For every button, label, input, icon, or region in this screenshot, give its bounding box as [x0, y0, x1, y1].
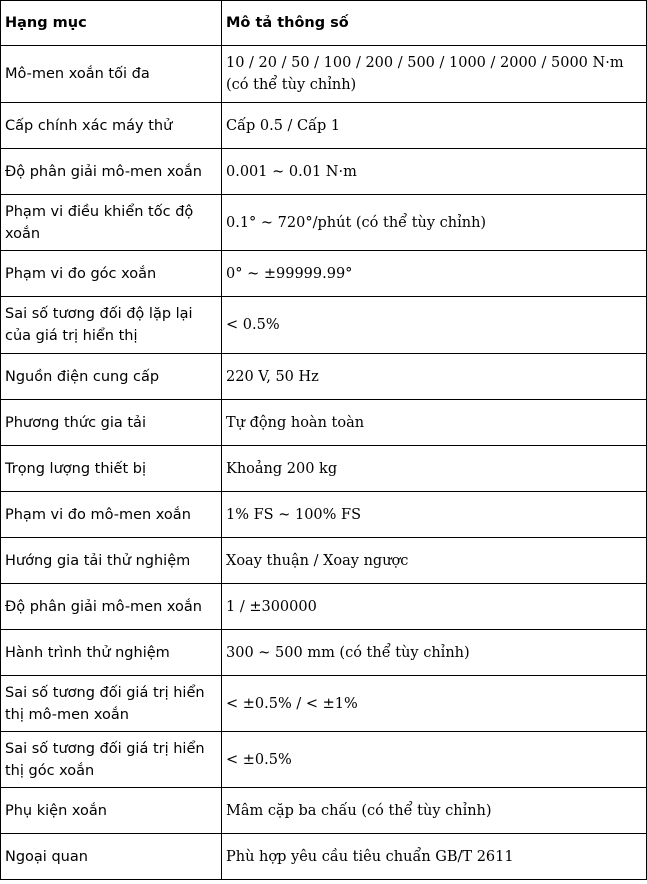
header-row [1, 1, 647, 46]
table-row [1, 538, 647, 584]
row-value: < ±0.5% / < ±1% [222, 676, 647, 732]
header-description: Mô tả thông số [222, 1, 647, 46]
table-row [1, 492, 647, 538]
table-row [1, 251, 647, 297]
row-item: Cấp chính xác máy thử [1, 103, 222, 149]
row-value: Mâm cặp ba chấu (có thể tùy chỉnh) [222, 788, 647, 834]
row-value: Xoay thuận / Xoay ngược [222, 538, 647, 584]
row-value: Khoảng 200 kg [222, 446, 647, 492]
table-row [1, 195, 647, 251]
row-item: Trọng lượng thiết bị [1, 446, 222, 492]
row-item: Phạm vi đo góc xoắn [1, 251, 222, 297]
row-item: Phương thức gia tải [1, 400, 222, 446]
row-value: 0.001 ~ 0.01 N·m [222, 149, 647, 195]
table-row [1, 732, 647, 788]
table-row [1, 354, 647, 400]
row-value: < ±0.5% [222, 732, 647, 788]
table-row [1, 788, 647, 834]
row-item: Hướng gia tải thử nghiệm [1, 538, 222, 584]
table-row [1, 584, 647, 630]
row-item: Hành trình thử nghiệm [1, 630, 222, 676]
table-row [1, 103, 647, 149]
row-value: 1% FS ~ 100% FS [222, 492, 647, 538]
table-row [1, 676, 647, 732]
row-value: 10 / 20 / 50 / 100 / 200 / 500 / 1000 / 2000 / 5000 N·m (có thể tùy chỉnh) [222, 46, 647, 103]
table-row [1, 630, 647, 676]
row-item: Phụ kiện xoắn [1, 788, 222, 834]
table-row [1, 834, 647, 880]
table-row [1, 46, 647, 103]
row-item: Sai số tương đối độ lặp lại của giá trị hiển thị [1, 297, 222, 354]
row-value: 0° ~ ±99999.99° [222, 251, 647, 297]
row-item: Phạm vi đo mô-men xoắn [1, 492, 222, 538]
row-value: 300 ~ 500 mm (có thể tùy chỉnh) [222, 630, 647, 676]
row-value: < 0.5% [222, 297, 647, 354]
row-value: Phù hợp yêu cầu tiêu chuẩn GB/T 2611 [222, 834, 647, 880]
row-item: Phạm vi điều khiển tốc độ xoắn [1, 195, 222, 251]
row-item: Mô-men xoắn tối đa [1, 46, 222, 103]
row-item: Độ phân giải mô-men xoắn [1, 149, 222, 195]
row-item: Độ phân giải mô-men xoắn [1, 584, 222, 630]
table-row [1, 446, 647, 492]
row-item: Ngoại quan [1, 834, 222, 880]
row-value: Tự động hoàn toàn [222, 400, 647, 446]
row-value: 1 / ±300000 [222, 584, 647, 630]
table-row [1, 149, 647, 195]
row-item: Sai số tương đối giá trị hiển thị mô-men xoắn [1, 676, 222, 732]
table-row [1, 297, 647, 354]
row-item: Sai số tương đối giá trị hiển thị góc xoắn [1, 732, 222, 788]
row-value: Cấp 0.5 / Cấp 1 [222, 103, 647, 149]
row-item: Nguồn điện cung cấp [1, 354, 222, 400]
table-row [1, 400, 647, 446]
header-item: Hạng mục [1, 1, 222, 46]
row-value: 220 V, 50 Hz [222, 354, 647, 400]
row-value: 0.1° ~ 720°/phút (có thể tùy chỉnh) [222, 195, 647, 251]
